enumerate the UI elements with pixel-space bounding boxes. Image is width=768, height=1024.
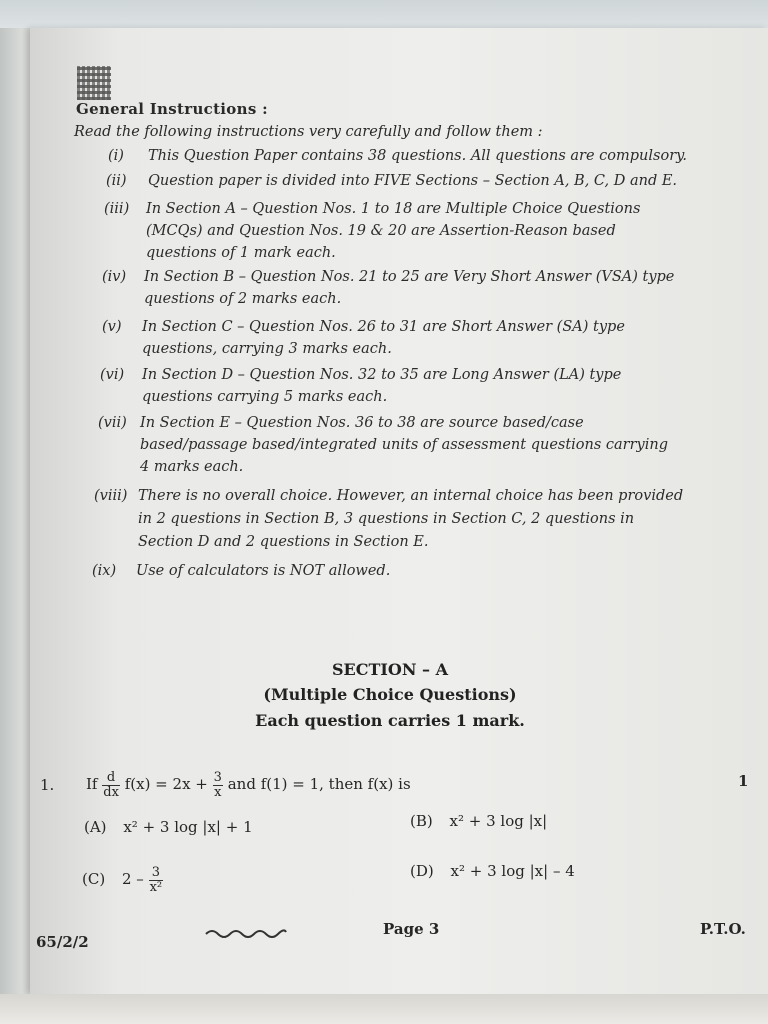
- instruction-number: (iv): [102, 269, 127, 285]
- table-surface-bottom: [0, 994, 768, 1024]
- instruction-number: (iii): [104, 201, 130, 217]
- derivative-denominator: dx: [103, 784, 119, 800]
- instruction-number: (vi): [100, 367, 125, 383]
- option-a-label: (A): [84, 818, 107, 836]
- option-c-fraction: [149, 866, 164, 895]
- instruction-item: [98, 412, 718, 478]
- instruction-text: This Question Paper contains 38 questions. All questions are compulsory.: [148, 148, 688, 164]
- question-number: 1.: [40, 776, 55, 794]
- term-fraction: [213, 771, 223, 800]
- section-heading: SECTION – A: [332, 660, 448, 679]
- instruction-text: Section D and 2 questions in Section E.: [138, 534, 429, 550]
- page-number: Page 3: [383, 920, 440, 938]
- option-a-text: x² + 3 log |x| + 1: [123, 818, 253, 836]
- instruction-number: (i): [108, 148, 124, 164]
- instruction-text: There is no overall choice. However, an internal choice has been provided: [138, 488, 684, 504]
- option-c-numerator: 3: [149, 866, 164, 881]
- instruction-text: based/passage based/integrated units of assessment questions carrying: [140, 437, 668, 453]
- option-b-text: x² + 3 log |x|: [449, 812, 548, 830]
- question-marks: 1: [738, 772, 749, 790]
- derivative-fraction: [102, 771, 120, 800]
- instruction-text: questions, carrying 3 marks each.: [142, 341, 392, 357]
- instruction-item: [106, 170, 706, 192]
- term-numerator: 3: [213, 769, 222, 785]
- instruction-item: [104, 198, 714, 264]
- option-b: [410, 812, 547, 830]
- instruction-item: [100, 364, 714, 408]
- instruction-text: (MCQs) and Question Nos. 19 & 20 are Assertion-Reason based: [146, 223, 616, 239]
- instruction-text: Question paper is divided into FIVE Sections – Section A, B, C, D and E.: [148, 173, 678, 189]
- section-subheading: (Multiple Choice Questions): [263, 685, 517, 704]
- option-d: [410, 862, 575, 880]
- instruction-number: (viii): [94, 488, 128, 504]
- question-expression: f(x) = 2x +: [124, 775, 208, 793]
- option-c-denominator: x²: [149, 879, 163, 895]
- derivative-numerator: d: [102, 771, 120, 786]
- please-turn-over: P.T.O.: [700, 920, 746, 938]
- instruction-text: questions of 2 marks each.: [144, 291, 342, 307]
- option-c: [82, 856, 163, 902]
- instruction-item: [92, 560, 692, 582]
- paper-code: 65/2/2: [36, 933, 89, 951]
- instruction-item: [94, 485, 724, 551]
- option-c-label: (C): [82, 870, 106, 888]
- instruction-number: (vii): [98, 415, 127, 431]
- option-a: [84, 818, 253, 836]
- option-c-prefix: 2 –: [121, 870, 144, 888]
- general-instructions-intro: Read the following instructions very carefully and follow them :: [74, 124, 543, 140]
- instruction-item: [102, 266, 712, 310]
- instruction-text: In Section A – Question Nos. 1 to 18 are Multiple Choice Questions: [146, 201, 641, 217]
- instruction-text: In Section E – Question Nos. 36 to 38 are source based/case: [140, 415, 584, 431]
- instruction-item: [108, 145, 708, 167]
- instruction-text: questions carrying 5 marks each.: [142, 389, 388, 405]
- instruction-number: (ix): [92, 563, 117, 579]
- option-b-label: (B): [410, 812, 433, 830]
- instruction-number: (v): [102, 319, 122, 335]
- instruction-text: In Section B – Question Nos. 21 to 25 are Very Short Answer (VSA) type: [144, 269, 675, 285]
- question-stem: [86, 762, 411, 806]
- instruction-text: in 2 questions in Section B, 3 questions in Section C, 2 questions in: [138, 511, 635, 527]
- term-denominator: x: [214, 784, 222, 800]
- instruction-text: In Section D – Question Nos. 32 to 35 are Long Answer (LA) type: [142, 367, 622, 383]
- question-if: If: [86, 775, 98, 793]
- instruction-text: 4 marks each.: [140, 459, 244, 475]
- qr-code-icon: [77, 66, 111, 100]
- general-instructions-title: General Instructions :: [76, 100, 268, 118]
- option-d-label: (D): [410, 862, 434, 880]
- instruction-item: [102, 316, 712, 360]
- squiggle-mark: [204, 926, 288, 942]
- instruction-text: Use of calculators is NOT allowed.: [136, 563, 391, 579]
- instruction-text: In Section C – Question Nos. 26 to 31 are Short Answer (SA) type: [142, 319, 625, 335]
- question-condition: and f(1) = 1, then f(x) is: [227, 775, 411, 793]
- instruction-text: questions of 1 mark each.: [146, 245, 336, 261]
- section-note: Each question carries 1 mark.: [255, 711, 525, 730]
- option-d-text: x² + 3 log |x| – 4: [450, 862, 575, 880]
- instruction-number: (ii): [106, 173, 127, 189]
